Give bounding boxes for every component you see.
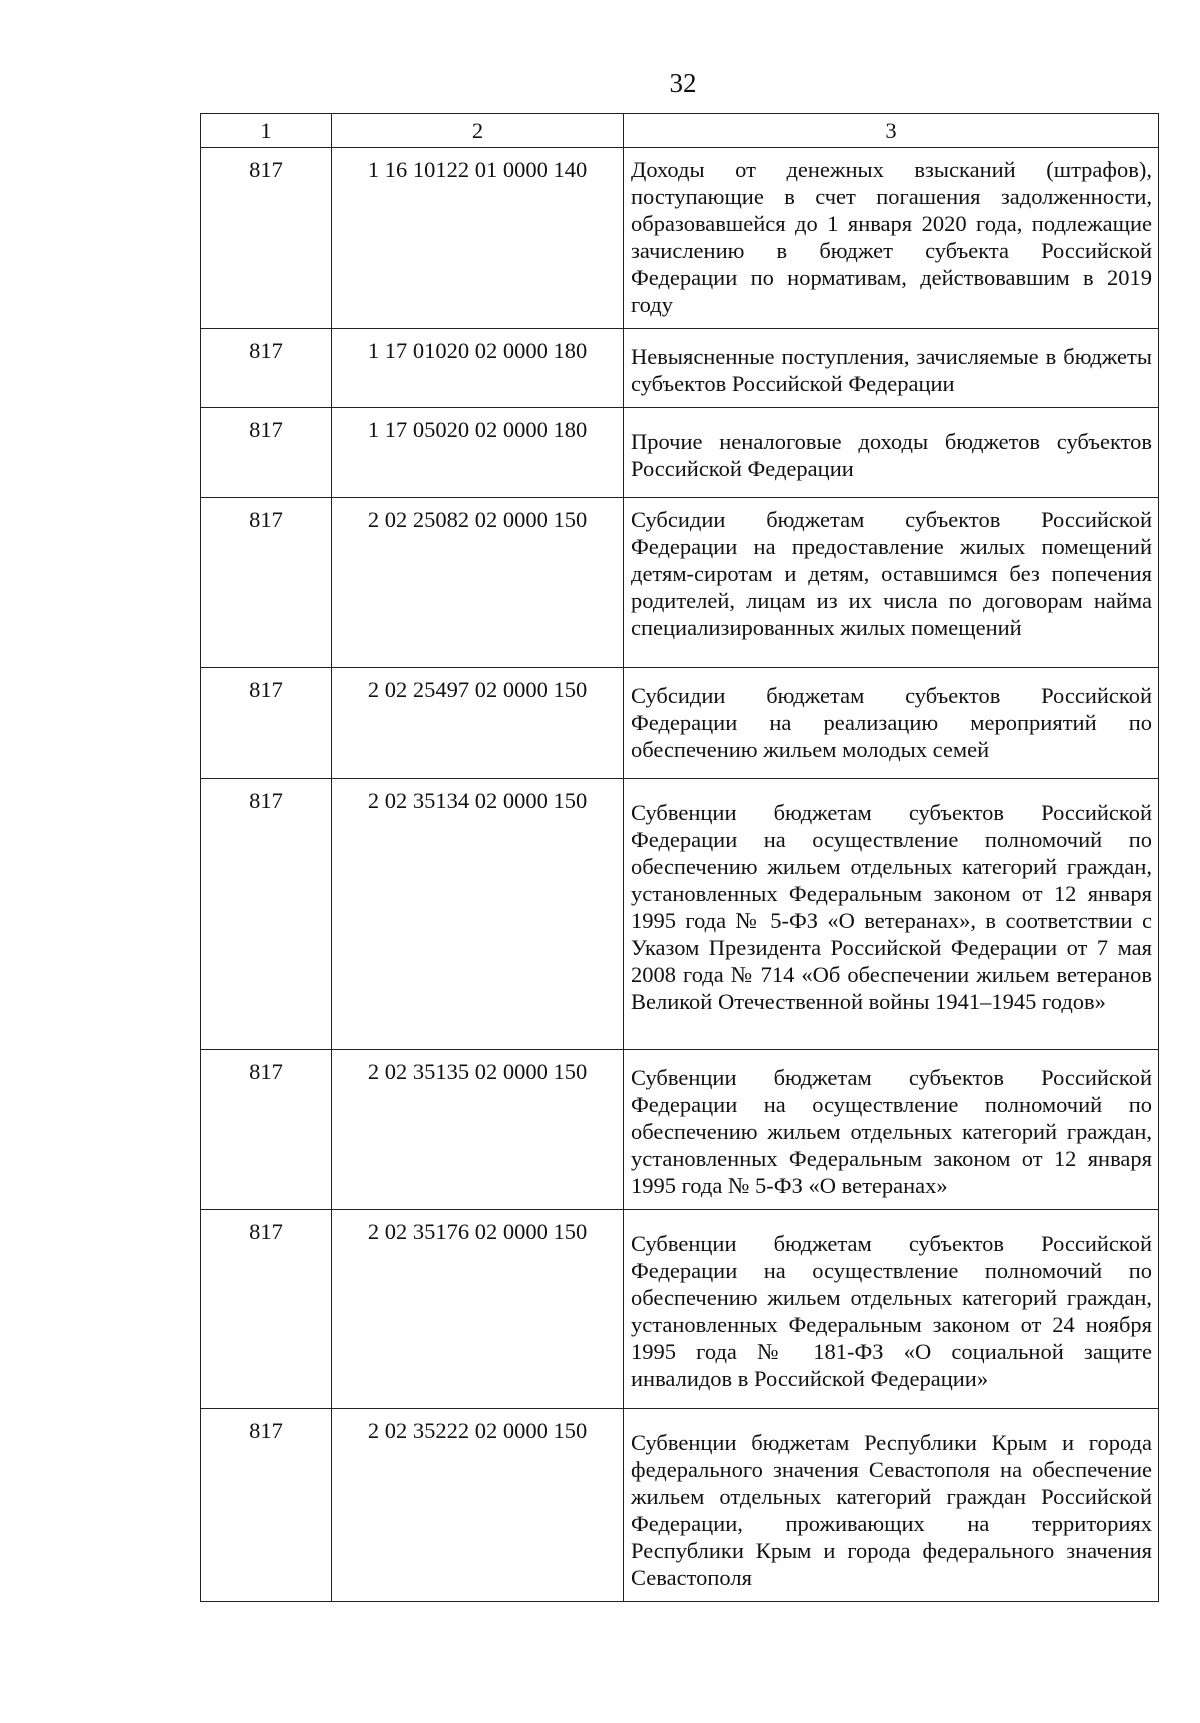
admin-code-cell: 817 [201, 1210, 332, 1409]
budget-code-cell: 2 02 25082 02 0000 150 [332, 498, 624, 668]
table-row [201, 668, 1159, 779]
admin-code-cell: 817 [201, 1409, 332, 1602]
table-row [201, 148, 1159, 329]
admin-code-cell: 817 [201, 498, 332, 668]
header-col-2: 2 [332, 114, 624, 148]
description-cell: Невыясненные поступления, зачисляемые в бюджеты субъектов Российской Федерации [624, 329, 1159, 408]
table-row [201, 1050, 1159, 1210]
description-cell: Субвенции бюджетам субъектов Российской Федерации на осуществление полномочий по обеспечению жильем отдельных категорий граждан, установленных Федеральным законом от 12 января 1995 года № 5-ФЗ «О ветеранах» [624, 1050, 1159, 1210]
description-cell: Субсидии бюджетам субъектов Российской Федерации на реализацию мероприятий по обеспечению жильем молодых семей [624, 668, 1159, 779]
table-row [201, 408, 1159, 498]
table-row [201, 779, 1159, 1050]
budget-code-cell: 2 02 35135 02 0000 150 [332, 1050, 624, 1210]
admin-code-cell: 817 [201, 148, 332, 329]
budget-code-cell: 2 02 35134 02 0000 150 [332, 779, 624, 1050]
budget-classification-table [200, 113, 1159, 1602]
admin-code-cell: 817 [201, 1050, 332, 1210]
description-cell: Субвенции бюджетам субъектов Российской Федерации на осуществление полномочий по обеспечению жильем отдельных категорий граждан, установленных Федеральным законом от 24 ноября 1995 года № 181-ФЗ «О социальной защите инвалидов в Российской Федерации» [624, 1210, 1159, 1409]
admin-code-cell: 817 [201, 408, 332, 498]
admin-code-cell: 817 [201, 779, 332, 1050]
budget-code-cell: 1 17 01020 02 0000 180 [332, 329, 624, 408]
header-col-1: 1 [201, 114, 332, 148]
budget-code-cell: 2 02 35176 02 0000 150 [332, 1210, 624, 1409]
description-cell: Субвенции бюджетам субъектов Российской Федерации на осуществление полномочий по обеспечению жильем отдельных категорий граждан, установленных Федеральным законом от 12 января 1995 года № 5-ФЗ «О ветеранах», в соответствии с Указом Президента Российской Федерации от 7 мая 2008 года № 714 «Об обеспечении жильем ветеранов Великой Отечественной войны 1941–1945 годов» [624, 779, 1159, 1050]
description-cell: Доходы от денежных взысканий (штрафов), поступающие в счет погашения задолженности, образовавшейся до 1 января 2020 года, подлежащие зачислению в бюджет субъекта Российской Федерации по нормативам, действовавшим в 2019 году [624, 148, 1159, 329]
table-row [201, 1409, 1159, 1602]
budget-code-cell: 1 16 10122 01 0000 140 [332, 148, 624, 329]
table-header-row [201, 114, 1159, 148]
table-row [201, 498, 1159, 668]
header-col-3: 3 [624, 114, 1159, 148]
admin-code-cell: 817 [201, 668, 332, 779]
page-number: 32 [669, 68, 697, 98]
table-row [201, 1210, 1159, 1409]
budget-code-cell: 2 02 35222 02 0000 150 [332, 1409, 624, 1602]
description-cell: Субвенции бюджетам Республики Крым и города федерального значения Севастополя на обеспечение жильем отдельных категорий граждан Российской Федерации, проживающих на территориях Республики Крым и города федерального значения Севастополя [624, 1409, 1159, 1602]
admin-code-cell: 817 [201, 329, 332, 408]
budget-code-cell: 1 17 05020 02 0000 180 [332, 408, 624, 498]
table-row [201, 329, 1159, 408]
description-cell: Субсидии бюджетам субъектов Российской Федерации на предоставление жилых помещений детям-сиротам и детям, оставшимся без попечения родителей, лицам из их числа по договорам найма специализированных жилых помещений [624, 498, 1159, 668]
budget-code-cell: 2 02 25497 02 0000 150 [332, 668, 624, 779]
description-cell: Прочие неналоговые доходы бюджетов субъектов Российской Федерации [624, 408, 1159, 498]
